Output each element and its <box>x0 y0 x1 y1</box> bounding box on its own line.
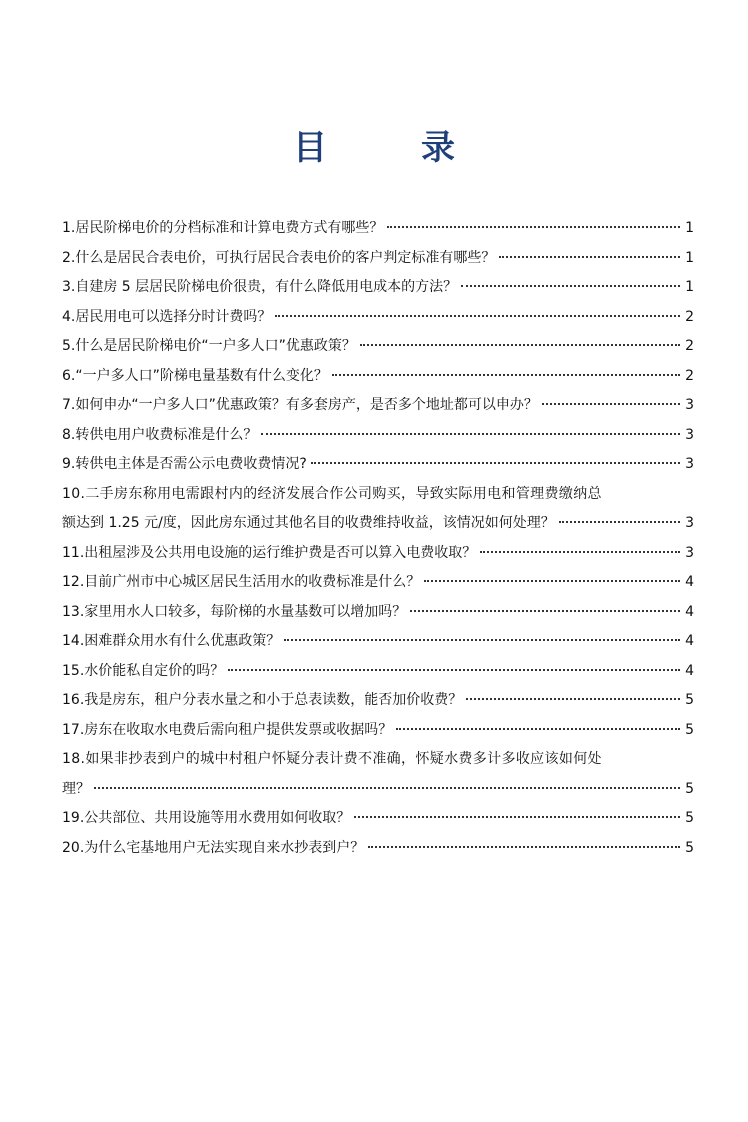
toc-page-number: 1 <box>685 220 694 236</box>
toc-entry-text: 15.水价能私自定价的吗？ <box>62 662 225 679</box>
toc-entry-text-line-1: 10.二手房东称用电需跟村内的经济发展合作公司购买，导致实际用电和管理费缴纳总 <box>62 485 602 502</box>
toc-entry-3[interactable] <box>62 273 694 303</box>
toc-entry-13[interactable] <box>62 598 694 628</box>
dot-leader <box>499 256 680 258</box>
toc-page-number: 3 <box>685 544 694 561</box>
toc-entry-1[interactable] <box>62 214 694 244</box>
toc-entry-19[interactable] <box>62 804 694 834</box>
toc-entry-text: 16.我是房东，租户分表水量之和小于总表读数，能否加价收费？ <box>62 692 463 708</box>
toc-title: 目 录 <box>293 128 485 168</box>
toc-entry-2[interactable] <box>62 244 694 274</box>
dot-leader <box>332 374 680 376</box>
dot-leader <box>480 551 680 553</box>
dot-leader <box>261 433 680 435</box>
dot-leader <box>559 521 680 523</box>
toc-page-number: 5 <box>685 692 694 708</box>
toc-entry-9[interactable] <box>62 450 694 480</box>
toc-list <box>62 214 694 863</box>
toc-entry-4[interactable] <box>62 303 694 333</box>
toc-entry-text: 8.转供电用户收费标准是什么？ <box>62 426 258 443</box>
toc-entry-17[interactable] <box>62 716 694 746</box>
toc-page-number: 2 <box>685 338 694 354</box>
toc-entry-text: 13.家里用水人口较多，每阶梯的水量基数可以增加吗？ <box>62 603 407 620</box>
toc-entry-16[interactable] <box>62 686 694 716</box>
toc-entry-text: 3.自建房 5 层居民阶梯电价很贵，有什么降低用电成本的方法？ <box>62 279 458 295</box>
toc-entry-12[interactable] <box>62 568 694 598</box>
toc-entry-20[interactable] <box>62 834 694 864</box>
toc-entry-text-line-1: 18.如果非抄表到户的城中村租户怀疑分表计费不准确，怀疑水费多计多收应该如何处 <box>62 751 602 767</box>
toc-page-number: 5 <box>685 780 694 797</box>
toc-page-number: 3 <box>685 397 694 413</box>
toc-page-number: 1 <box>685 249 694 266</box>
toc-page-number: 4 <box>685 633 694 649</box>
dot-leader <box>360 344 680 346</box>
toc-page-number: 4 <box>685 603 694 620</box>
dot-leader <box>284 639 680 641</box>
toc-entry-text: 11.出租屋涉及公共用电设施的运行维护费是否可以算入电费收取？ <box>62 544 477 561</box>
dot-leader <box>275 315 680 317</box>
toc-page-number: 2 <box>685 367 694 384</box>
toc-page-number: 3 <box>685 515 694 531</box>
toc-entry-18[interactable] <box>62 745 694 804</box>
toc-entry-6[interactable] <box>62 362 694 392</box>
dot-leader <box>424 580 680 582</box>
toc-entry-text: 5.什么是居民阶梯电价“一户多人口”优惠政策？ <box>62 338 356 354</box>
toc-page-number: 5 <box>685 721 694 738</box>
toc-entry-text: 19.公共部位、共用设施等用水费用如何收取？ <box>62 810 351 826</box>
toc-entry-15[interactable] <box>62 657 694 687</box>
toc-page-number: 1 <box>685 279 694 295</box>
toc-entry-8[interactable] <box>62 421 694 451</box>
toc-entry-text-line-2: 额达到 1.25 元/度，因此房东通过其他名目的收费维持收益，该情况如何处理？ <box>62 515 555 531</box>
toc-entry-text: 6.“一户多人口”阶梯电量基数有什么变化？ <box>62 367 328 384</box>
dot-leader <box>461 285 680 287</box>
toc-entry-text: 1.居民阶梯电价的分档标准和计算电费方式有哪些？ <box>62 220 384 236</box>
toc-entry-text-line-2: 理？ <box>62 780 90 797</box>
toc-entry-text: 14.困难群众用水有什么优惠政策？ <box>62 633 281 649</box>
dot-leader <box>410 610 680 612</box>
dot-leader <box>354 816 680 818</box>
dot-leader <box>387 226 680 228</box>
toc-entry-11[interactable] <box>62 539 694 569</box>
toc-page-number: 4 <box>685 662 694 679</box>
dot-leader <box>466 698 680 700</box>
toc-page-number: 5 <box>685 839 694 856</box>
toc-entry-text: 4.居民用电可以选择分时计费吗？ <box>62 308 272 325</box>
toc-page-number: 4 <box>685 574 694 590</box>
toc-entry-14[interactable] <box>62 627 694 657</box>
toc-entry-7[interactable] <box>62 391 694 421</box>
toc-entry-text: 20.为什么宅基地用户无法实现自来水抄表到户？ <box>62 839 365 856</box>
dot-leader <box>94 787 680 789</box>
toc-page-number: 2 <box>685 308 694 325</box>
dot-leader <box>311 462 680 464</box>
toc-entry-10[interactable] <box>62 480 694 539</box>
toc-entry-text: 9.转供电主体是否需公示电费收费情况? <box>62 456 307 472</box>
dot-leader <box>228 669 680 671</box>
toc-entry-text: 17.房东在收取水电费后需向租户提供发票或收据吗？ <box>62 721 393 738</box>
toc-page-number: 3 <box>685 456 694 472</box>
dot-leader <box>542 403 680 405</box>
toc-entry-text: 7.如何申办“一户多人口”优惠政策？有多套房产，是否多个地址都可以申办？ <box>62 397 538 413</box>
toc-entry-text: 2.什么是居民合表电价，可执行居民合表电价的客户判定标准有哪些？ <box>62 249 496 266</box>
dot-leader <box>368 846 680 848</box>
toc-entry-text: 12.目前广州市中心城区居民生活用水的收费标准是什么？ <box>62 574 421 590</box>
dot-leader <box>396 728 680 730</box>
toc-page-number: 3 <box>685 426 694 443</box>
toc-page-number: 5 <box>685 810 694 826</box>
toc-entry-5[interactable] <box>62 332 694 362</box>
